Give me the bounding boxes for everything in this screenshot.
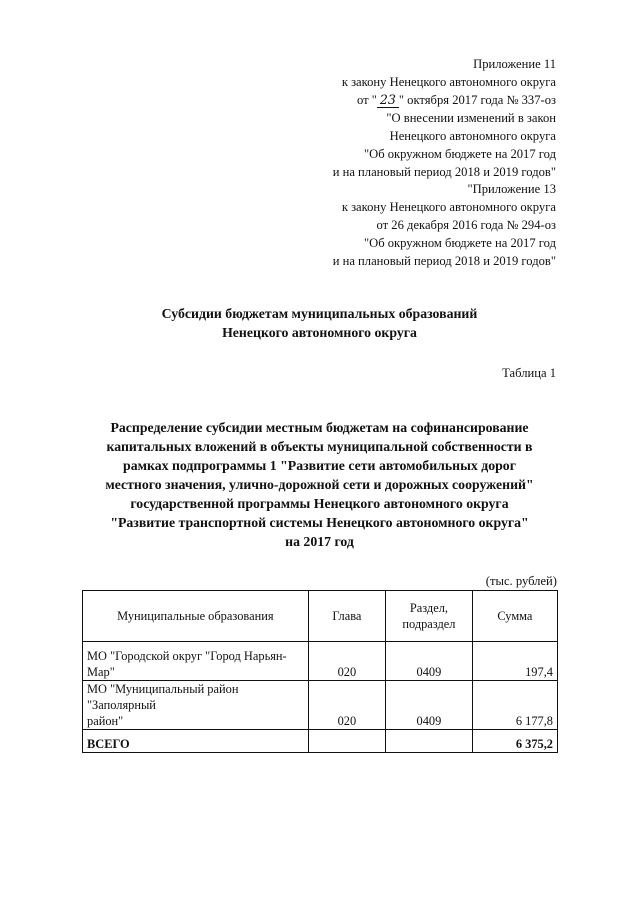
- appendix-11-district: Ненецкого автономного округа: [389, 129, 556, 143]
- appendix-13-date: от 26 декабря 2016 года № 294-оз: [376, 218, 556, 232]
- appendix-11-law-ref: к закону Ненецкого автономного округа: [341, 75, 556, 89]
- total-amount: 6 375,2: [472, 730, 557, 753]
- row-name-line-1: МО "Городской округ "Город Нарьян-: [87, 649, 287, 663]
- distribution-title-line-2: капитальных вложений в объекты муниципальной собственности в: [106, 439, 533, 454]
- table-header-row: [83, 591, 558, 642]
- total-chapter-empty: [308, 730, 385, 753]
- row-name-line-2: район": [87, 714, 124, 728]
- distribution-title-line-5: государственной программы Ненецкого автономного округа: [130, 496, 509, 511]
- row-amount: 6 177,8: [472, 681, 557, 730]
- main-title-line-1: Субсидии бюджетам муниципальных образований: [161, 306, 478, 321]
- main-title: [0, 304, 639, 342]
- main-title-line-2: Ненецкого автономного округа: [222, 325, 417, 340]
- row-amount: 197,4: [472, 642, 557, 681]
- handwritten-day: 23: [377, 93, 399, 108]
- appendix-11-date: [333, 91, 556, 109]
- header-amount: Сумма: [472, 591, 557, 642]
- row-chapter: 020: [308, 681, 385, 730]
- table-row: [83, 681, 558, 730]
- distribution-title-line-4: местного значения, улично-дорожной сети и дорожных сооружений": [105, 477, 534, 492]
- subsidy-table: [82, 590, 558, 753]
- row-chapter: 020: [308, 642, 385, 681]
- total-section-empty: [386, 730, 473, 753]
- date-prefix: от ": [356, 93, 377, 107]
- distribution-title: [0, 418, 639, 551]
- units-label: (тыс. рублей): [485, 574, 557, 588]
- table-row: [83, 642, 558, 681]
- header-municipalities: Муниципальные образования: [83, 591, 309, 642]
- appendix-13-law-ref: к закону Ненецкого автономного округа: [341, 200, 556, 214]
- row-municipality-name: [83, 642, 309, 681]
- row-name-line-1: МО "Муниципальный район "Заполярный: [87, 682, 239, 712]
- distribution-title-line-3: рамках подпрограммы 1 "Развитие сети автомобильных дорог: [123, 458, 516, 473]
- row-name-line-2: Мар": [87, 665, 115, 679]
- distribution-title-line-1: Распределение субсидии местным бюджетам на софинансирование: [110, 420, 529, 435]
- total-label: ВСЕГО: [83, 730, 309, 753]
- appendix-11-budget-title: "Об окружном бюджете на 2017 год: [363, 147, 556, 161]
- appendix-11-header: [333, 55, 556, 181]
- distribution-title-line-7: на 2017 год: [285, 534, 354, 549]
- appendix-13-header: [333, 180, 556, 270]
- distribution-title-line-6: "Развитие транспортной системы Ненецкого автономного округа": [110, 515, 529, 530]
- appendix-13-plan-period: и на плановый период 2018 и 2019 годов": [332, 254, 556, 268]
- row-municipality-name: [83, 681, 309, 730]
- appendix-11-plan-period: и на плановый период 2018 и 2019 годов": [332, 165, 556, 179]
- appendix-13-title: "Приложение 13: [467, 182, 556, 196]
- total-row: [83, 730, 558, 753]
- table-number-label: Таблица 1: [502, 366, 556, 380]
- date-suffix: " октября 2017 года № 337-оз: [398, 93, 556, 107]
- row-section: 0409: [386, 681, 473, 730]
- row-section: 0409: [386, 642, 473, 681]
- header-chapter: Глава: [308, 591, 385, 642]
- appendix-11-title: Приложение 11: [473, 57, 556, 71]
- appendix-13-budget-title: "Об окружном бюджете на 2017 год: [363, 236, 556, 250]
- header-section-line-1: Раздел,: [409, 601, 448, 615]
- header-section-line-2: подраздел: [402, 617, 456, 631]
- appendix-11-amend-title: "О внесении изменений в закон: [386, 111, 556, 125]
- header-section: [386, 591, 473, 642]
